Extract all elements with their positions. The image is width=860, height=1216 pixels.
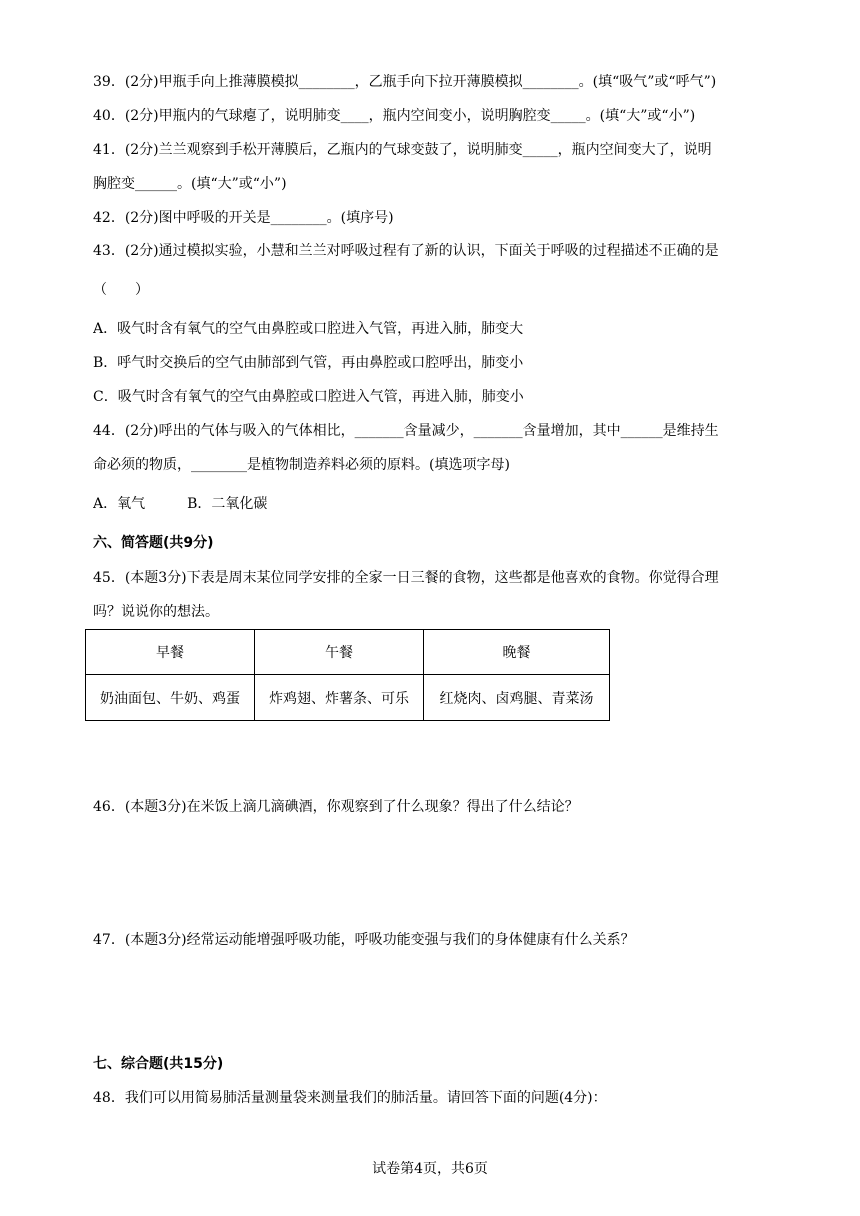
- question-39: 39．(2分)甲瓶手向上推薄膜模拟________，乙瓶手向下拉开薄膜模拟________。(填“吸气”或“呼气”): [93, 74, 717, 90]
- meal-header-dinner: 晚餐: [424, 630, 610, 675]
- question-42: 42．(2分)图中呼吸的开关是________。(填序号): [93, 210, 394, 226]
- meal-cell-dinner: 红烧肉、卤鸡腿、青菜汤: [424, 675, 610, 721]
- question-40: 40．(2分)甲瓶内的气球瘪了，说明肺变____，瓶内空间变小，说明胸腔变_____。(填“大”或“小”): [93, 108, 696, 124]
- question-43-option-c: C．吸气时含有氧气的空气由鼻腔或口腔进入气管，再进入肺，肺变小: [93, 389, 524, 405]
- question-44-options: A．氧气 B．二氧化碳: [93, 496, 268, 512]
- question-44-line1: 44．(2分)呼出的气体与吸入的气体相比，_______含量减少，_______含量增加，其中______是维持生: [93, 423, 719, 439]
- meal-cell-breakfast: 奶油面包、牛奶、鸡蛋: [86, 675, 255, 721]
- meal-cell-lunch: 炸鸡翅、炸薯条、可乐: [255, 675, 424, 721]
- page-footer: 试卷第4页，共6页: [372, 1161, 488, 1177]
- question-44-line2: 命必须的物质，________是植物制造养料必须的原料。(填选项字母): [93, 457, 510, 473]
- question-46: 46．(本题3分)在米饭上滴几滴碘酒，你观察到了什么现象？得出了什么结论？: [93, 799, 579, 815]
- section-7-heading: 七、综合题(共15分): [93, 1056, 224, 1072]
- question-41-line2: 胸腔变______。(填“大”或“小”): [93, 176, 287, 192]
- question-48: 48．我们可以用简易肺活量测量袋来测量我们的肺活量。请回答下面的问题(4分)：: [93, 1090, 607, 1106]
- meal-header-lunch: 午餐: [255, 630, 424, 675]
- meal-header-breakfast: 早餐: [86, 630, 255, 675]
- question-43-line1: 43．(2分)通过模拟实验，小慧和兰兰对呼吸过程有了新的认识，下面关于呼吸的过程描述不正确的是: [93, 243, 719, 259]
- meal-table-header-row: [86, 630, 610, 675]
- question-47: 47．(本题3分)经常运动能增强呼吸功能，呼吸功能变强与我们的身体健康有什么关系？: [93, 932, 635, 948]
- question-41-line1: 41．(2分)兰兰观察到手松开薄膜后，乙瓶内的气球变鼓了，说明肺变_____，瓶内空间变大了，说明: [93, 142, 712, 158]
- question-43-answer-bracket: （ ）: [93, 282, 149, 298]
- question-43-option-b: B．呼气时交换后的空气由肺部到气管，再由鼻腔或口腔呼出，肺变小: [93, 355, 524, 371]
- section-6-heading: 六、简答题(共9分): [93, 535, 214, 551]
- question-45-line1: 45．(本题3分)下表是周末某位同学安排的全家一日三餐的食物，这些都是他喜欢的食物。你觉得合理: [93, 570, 719, 586]
- question-45-line2: 吗？说说你的想法。: [93, 604, 219, 620]
- meal-table-row: [86, 675, 610, 721]
- question-43-option-a: A．吸气时含有氧气的空气由鼻腔或口腔进入气管，再进入肺，肺变大: [93, 321, 524, 337]
- meal-table: [85, 629, 610, 721]
